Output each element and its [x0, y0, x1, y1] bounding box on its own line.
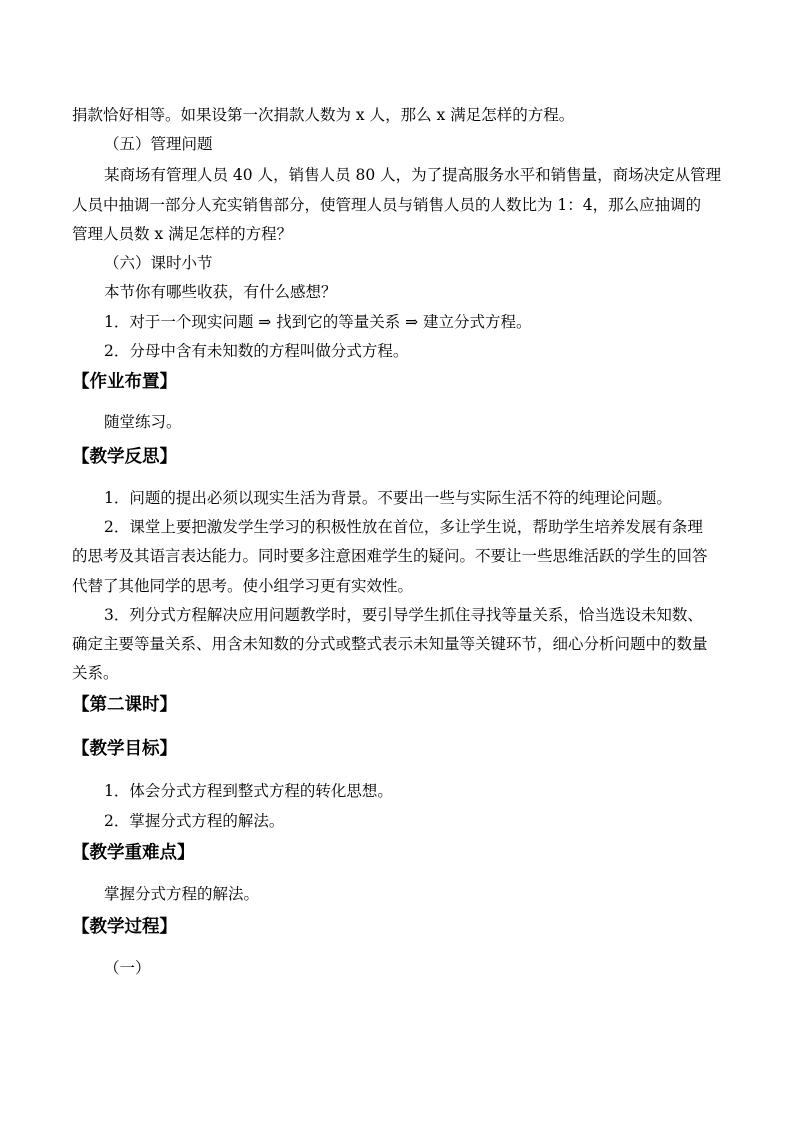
section-subheading: （一） — [104, 959, 151, 977]
paragraph-line: 本节你有哪些收获，有什么感想？ — [104, 283, 337, 301]
paragraph-line: 捐款恰好相等。如果设第一次捐款人数为 x 人，那么 x 满足怎样的方程。 — [72, 106, 575, 124]
list-item: 2．掌握分式方程的解法。 — [104, 812, 285, 830]
paragraph-line: 关系。 — [72, 664, 119, 682]
paragraph-line: 掌握分式方程的解法。 — [104, 885, 260, 903]
section-subheading: （五）管理问题 — [104, 135, 213, 153]
paragraph-line: 管理人员数 x 满足怎样的方程？ — [72, 225, 293, 243]
paragraph-line: 确定主要等量关系、用含未知数的分式或整式表示未知量等关键环节，细心分析问题中的数量 — [72, 635, 708, 653]
paragraph-line: 代替了其他同学的思考。使小组学习更有实效性。 — [72, 577, 414, 595]
paragraph-line: 某商场有管理人员 40 人，销售人员 80 人，为了提高服务水平和销售量，商场决定从管理 — [104, 166, 722, 184]
section-heading: 【第二课时】 — [72, 695, 177, 715]
section-heading: 【教学重难点】 — [72, 843, 195, 863]
paragraph-line: 的思考及其语言表达能力。同时要多注意困难学生的疑问。不要让一些思维活跃的学生的回答 — [72, 547, 708, 565]
list-item: 1．对于一个现实问题 ⇒ 找到它的等量关系 ⇒ 建立分式方程。 — [104, 313, 532, 331]
section-heading: 【教学过程】 — [72, 917, 177, 937]
paragraph-line: 随堂练习。 — [104, 413, 182, 431]
section-subheading: （六）课时小节 — [104, 254, 213, 272]
section-heading: 【作业布置】 — [72, 372, 177, 392]
paragraph-line: 人员中抽调一部分人充实销售部分，使管理人员与销售人员的人数比为 1：4，那么应抽调的 — [72, 196, 702, 214]
list-item: 3．列分式方程解决应用问题教学时，要引导学生抓住寻找等量关系，恰当选设未知数、 — [104, 606, 703, 624]
list-item: 2．分母中含有未知数的方程叫做分式方程。 — [104, 342, 409, 360]
section-heading: 【教学目标】 — [72, 739, 177, 759]
list-item: 1．问题的提出必须以现实生活为背景。不要出一些与实际生活不符的纯理论问题。 — [104, 489, 672, 507]
list-item: 2．课堂上要把激发学生学习的积极性放在首位，多让学生说，帮助学生培养发展有条理 — [104, 518, 703, 536]
list-item: 1．体会分式方程到整式方程的转化思想。 — [104, 782, 393, 800]
section-heading: 【教学反思】 — [72, 447, 177, 467]
